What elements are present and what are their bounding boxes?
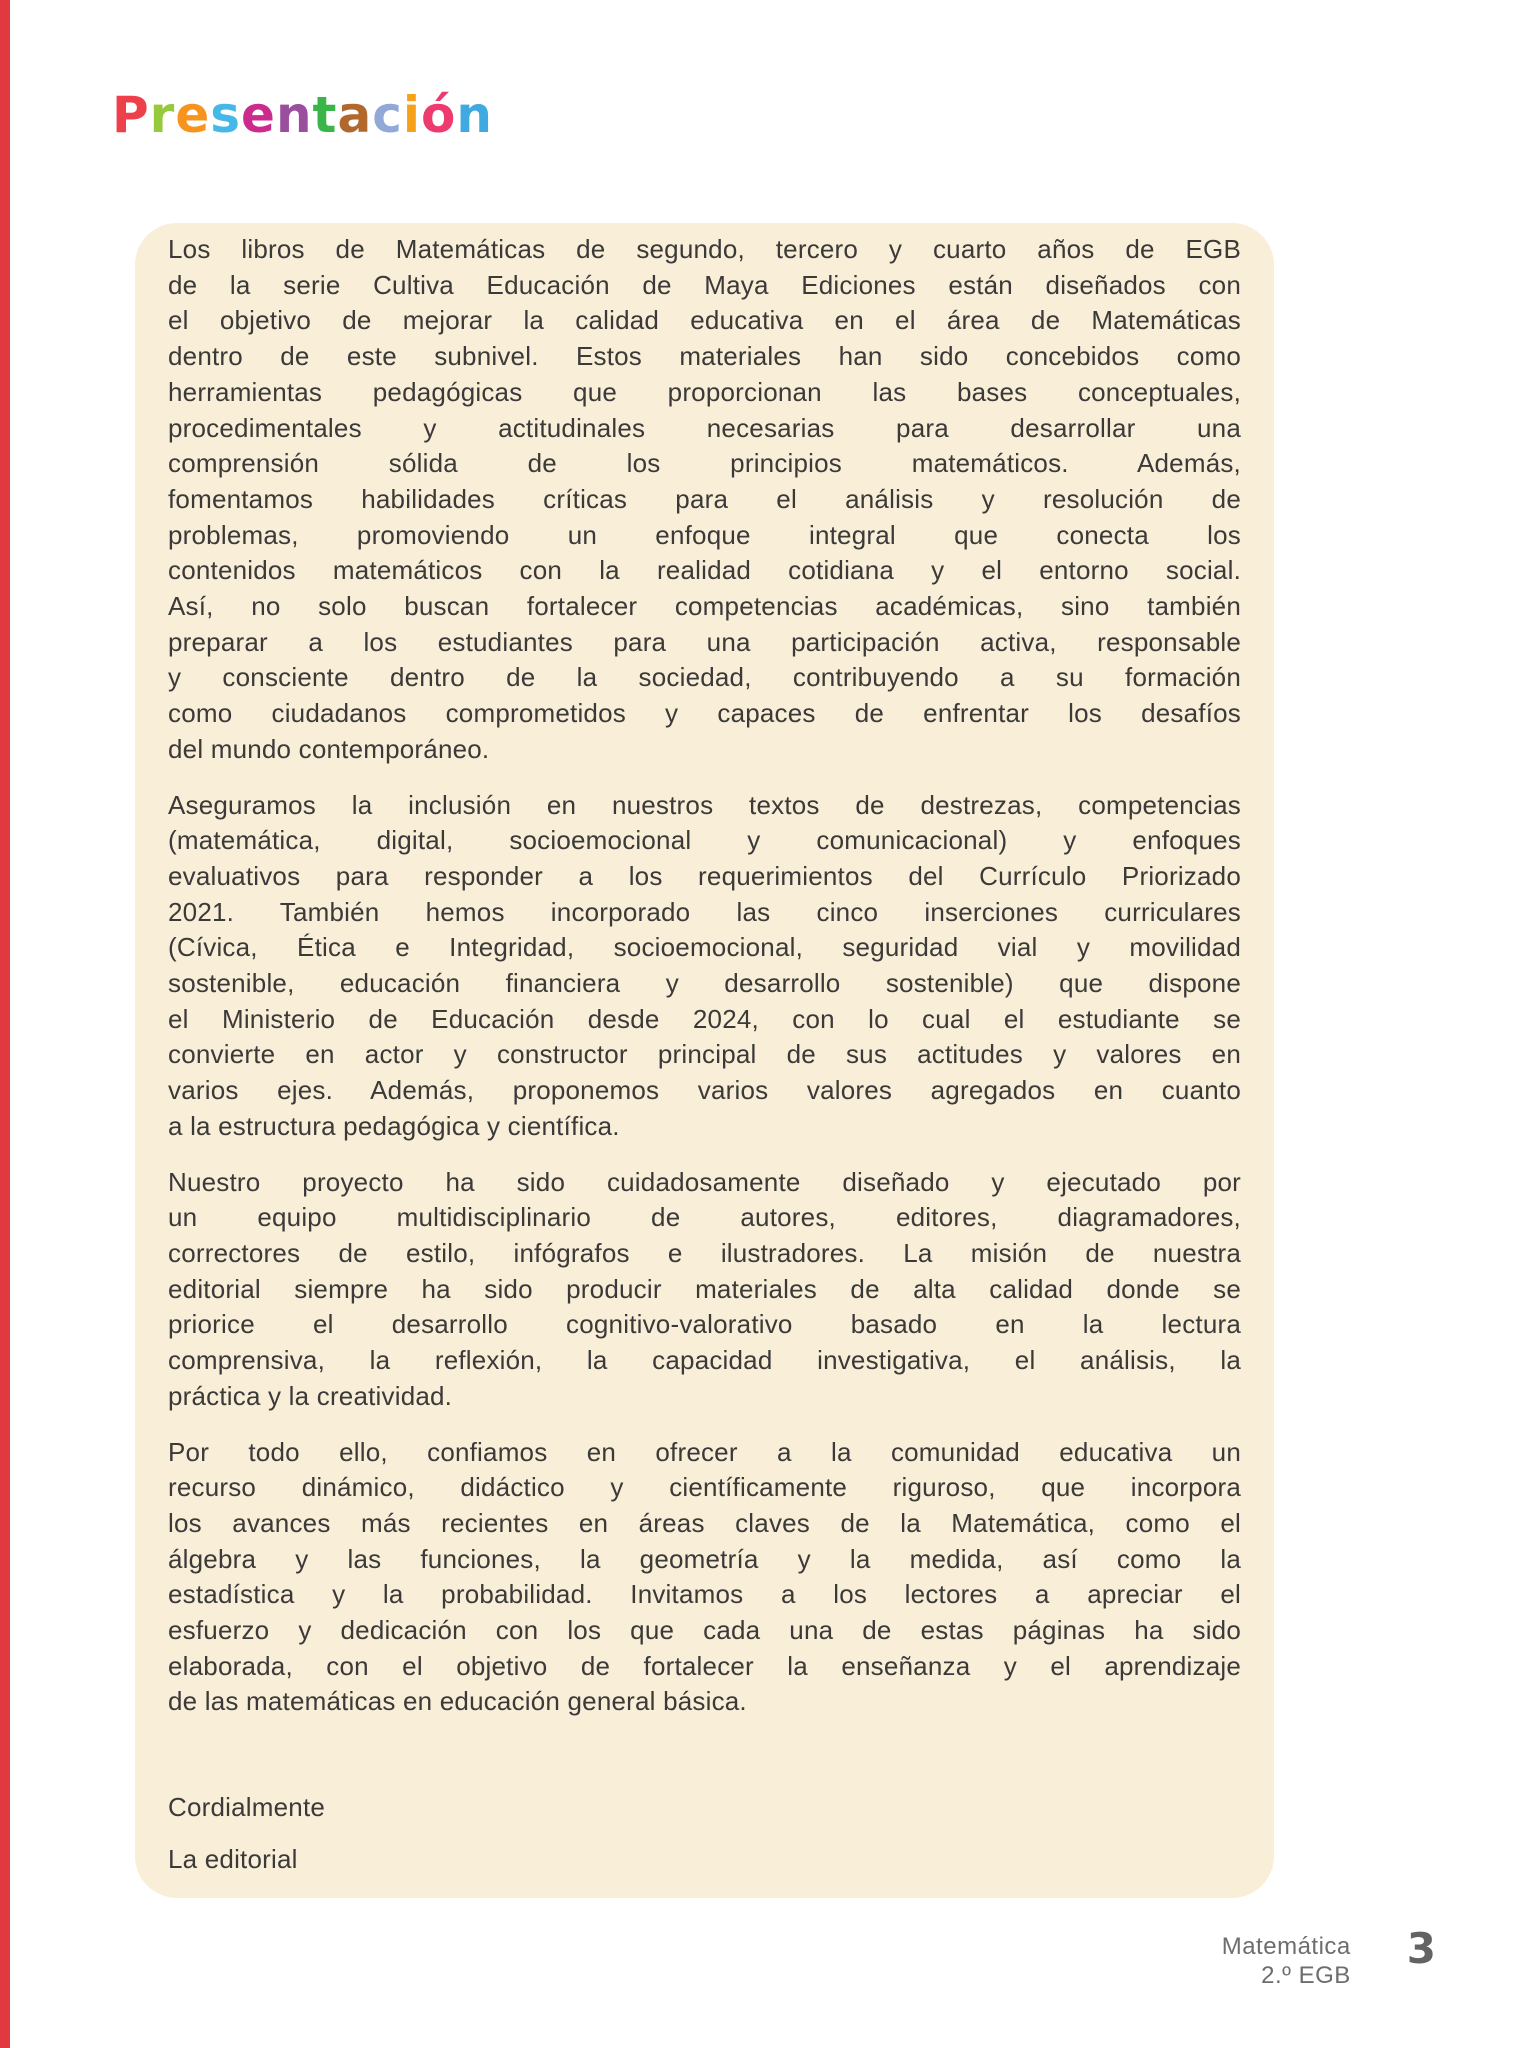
title-letter: a [337,86,373,144]
left-accent-bar [0,0,10,2048]
text-line: herramientas pedagógicas que proporcionan las bases conceptuales, [168,376,1241,407]
text-line: priorice el desarrollo cognitivo-valorativo basado en la lectura [168,1309,1241,1340]
text-line: de las matemáticas en educación general básica. [168,1686,747,1717]
text-line: esfuerzo y dedicación con los que cada una de estas páginas ha sido [168,1615,1241,1646]
title-letter: n [275,86,313,144]
page-number: 3 [1406,1924,1436,1973]
text-line: el Ministerio de Educación desde 2024, con lo cual el estudiante se [168,1003,1241,1034]
text-line: (Cívica, Ética e Integridad, socioemocional, seguridad vial y movilidad [168,932,1241,963]
text-line: evaluativos para responder a los requerimientos del Currículo Priorizado [168,860,1241,891]
text-line: estadística y la probabilidad. Invitamos a los lectores a apreciar el [168,1579,1241,1610]
text-line: álgebra y las funciones, la geometría y la medida, así como la [168,1543,1241,1574]
title-letter: c [372,86,403,144]
footer-book-info [1222,1932,1351,1990]
text-line: comprensiva, la reflexión, la capacidad investigativa, el análisis, la [168,1345,1241,1376]
text-line: a la estructura pedagógica y científica. [168,1110,620,1141]
text-line: comprensión sólida de los principios matemáticos. Además, [168,448,1241,479]
text-line: fomentamos habilidades críticas para el análisis y resolución de [168,483,1241,514]
paragraph-3 [168,1165,1241,1415]
title-letter: i [402,86,421,144]
title-letter: r [149,86,176,144]
page-title [112,86,493,144]
paragraph-4 [168,1435,1241,1721]
text-line: como ciudadanos comprometidos y capaces de enfrentar los desafíos [168,698,1241,729]
text-line: Aseguramos la inclusión en nuestros textos de destrezas, competencias [168,789,1241,820]
presentation-text-panel [135,223,1274,1898]
text-line: Nuestro proyecto ha sido cuidadosamente diseñado y ejecutado por [168,1166,1241,1197]
closing-salutation: Cordialmente [168,1792,326,1823]
text-line: Por todo ello, confiamos en ofrecer a la comunidad educativa un [168,1436,1241,1467]
title-letter: P [112,86,150,144]
text-line: el objetivo de mejorar la calidad educativa en el área de Matemáticas [168,305,1241,336]
text-line: un equipo multidisciplinario de autores, editores, diagramadores, [168,1202,1241,1233]
text-line: 2021. También hemos incorporado las cinco inserciones curriculares [168,896,1241,927]
text-line: recurso dinámico, didáctico y científicamente riguroso, que incorpora [168,1472,1241,1503]
text-line: convierte en actor y constructor principal de sus actitudes y valores en [168,1039,1241,1070]
footer-subject: Matemática [1221,1933,1351,1960]
paragraph-1 [168,232,1241,768]
text-line: práctica y la creatividad. [168,1380,453,1411]
text-line: varios ejes. Además, proponemos varios valores agregados en cuanto [168,1075,1241,1106]
text-line: correctores de estilo, infógrafos e ilustradores. La misión de nuestra [168,1237,1241,1268]
text-line: dentro de este subnivel. Estos materiales han sido concebidos como [168,341,1241,372]
title-letter: s [210,86,242,144]
text-line: editorial siempre ha sido producir materiales de alta calidad donde se [168,1273,1241,1304]
text-line: Así, no solo buscan fortalecer competencias académicas, sino también [168,591,1241,622]
text-line: sostenible, educación financiera y desarrollo sostenible) que dispone [168,968,1241,999]
closing-signature: La editorial [168,1843,298,1874]
page-footer [1221,1924,1436,1990]
title-letter: e [175,86,211,144]
title-letter: e [241,86,276,144]
text-line: (matemática, digital, socioemocional y comunicacional) y enfoques [168,825,1241,856]
text-line: Los libros de Matemáticas de segundo, tercero y cuarto años de EGB [168,234,1241,264]
text-line: del mundo contemporáneo. [168,733,490,764]
text-line: procedimentales y actitudinales necesarias para desarrollar una [168,412,1241,443]
title-letter: n [456,86,493,144]
footer-grade: 2.º EGB [1261,1962,1351,1989]
text-line: de la serie Cultiva Educación de Maya Ediciones están diseñados con [168,269,1241,300]
title-letter: ó [420,86,457,144]
text-line: los avances más recientes en áreas claves de la Matemática, como el [168,1507,1241,1538]
paragraph-2 [168,788,1241,1145]
text-line: y consciente dentro de la sociedad, contribuyendo a su formación [168,662,1241,693]
title-letter: t [312,86,338,144]
text-line: problemas, promoviendo un enfoque integral que conecta los [168,519,1241,550]
text-line: contenidos matemáticos con la realidad cotidiana y el entorno social. [168,555,1241,586]
text-line: elaborada, con el objetivo de fortalecer la enseñanza y el aprendizaje [168,1650,1241,1681]
text-line: preparar a los estudiantes para una participación activa, responsable [168,626,1241,657]
